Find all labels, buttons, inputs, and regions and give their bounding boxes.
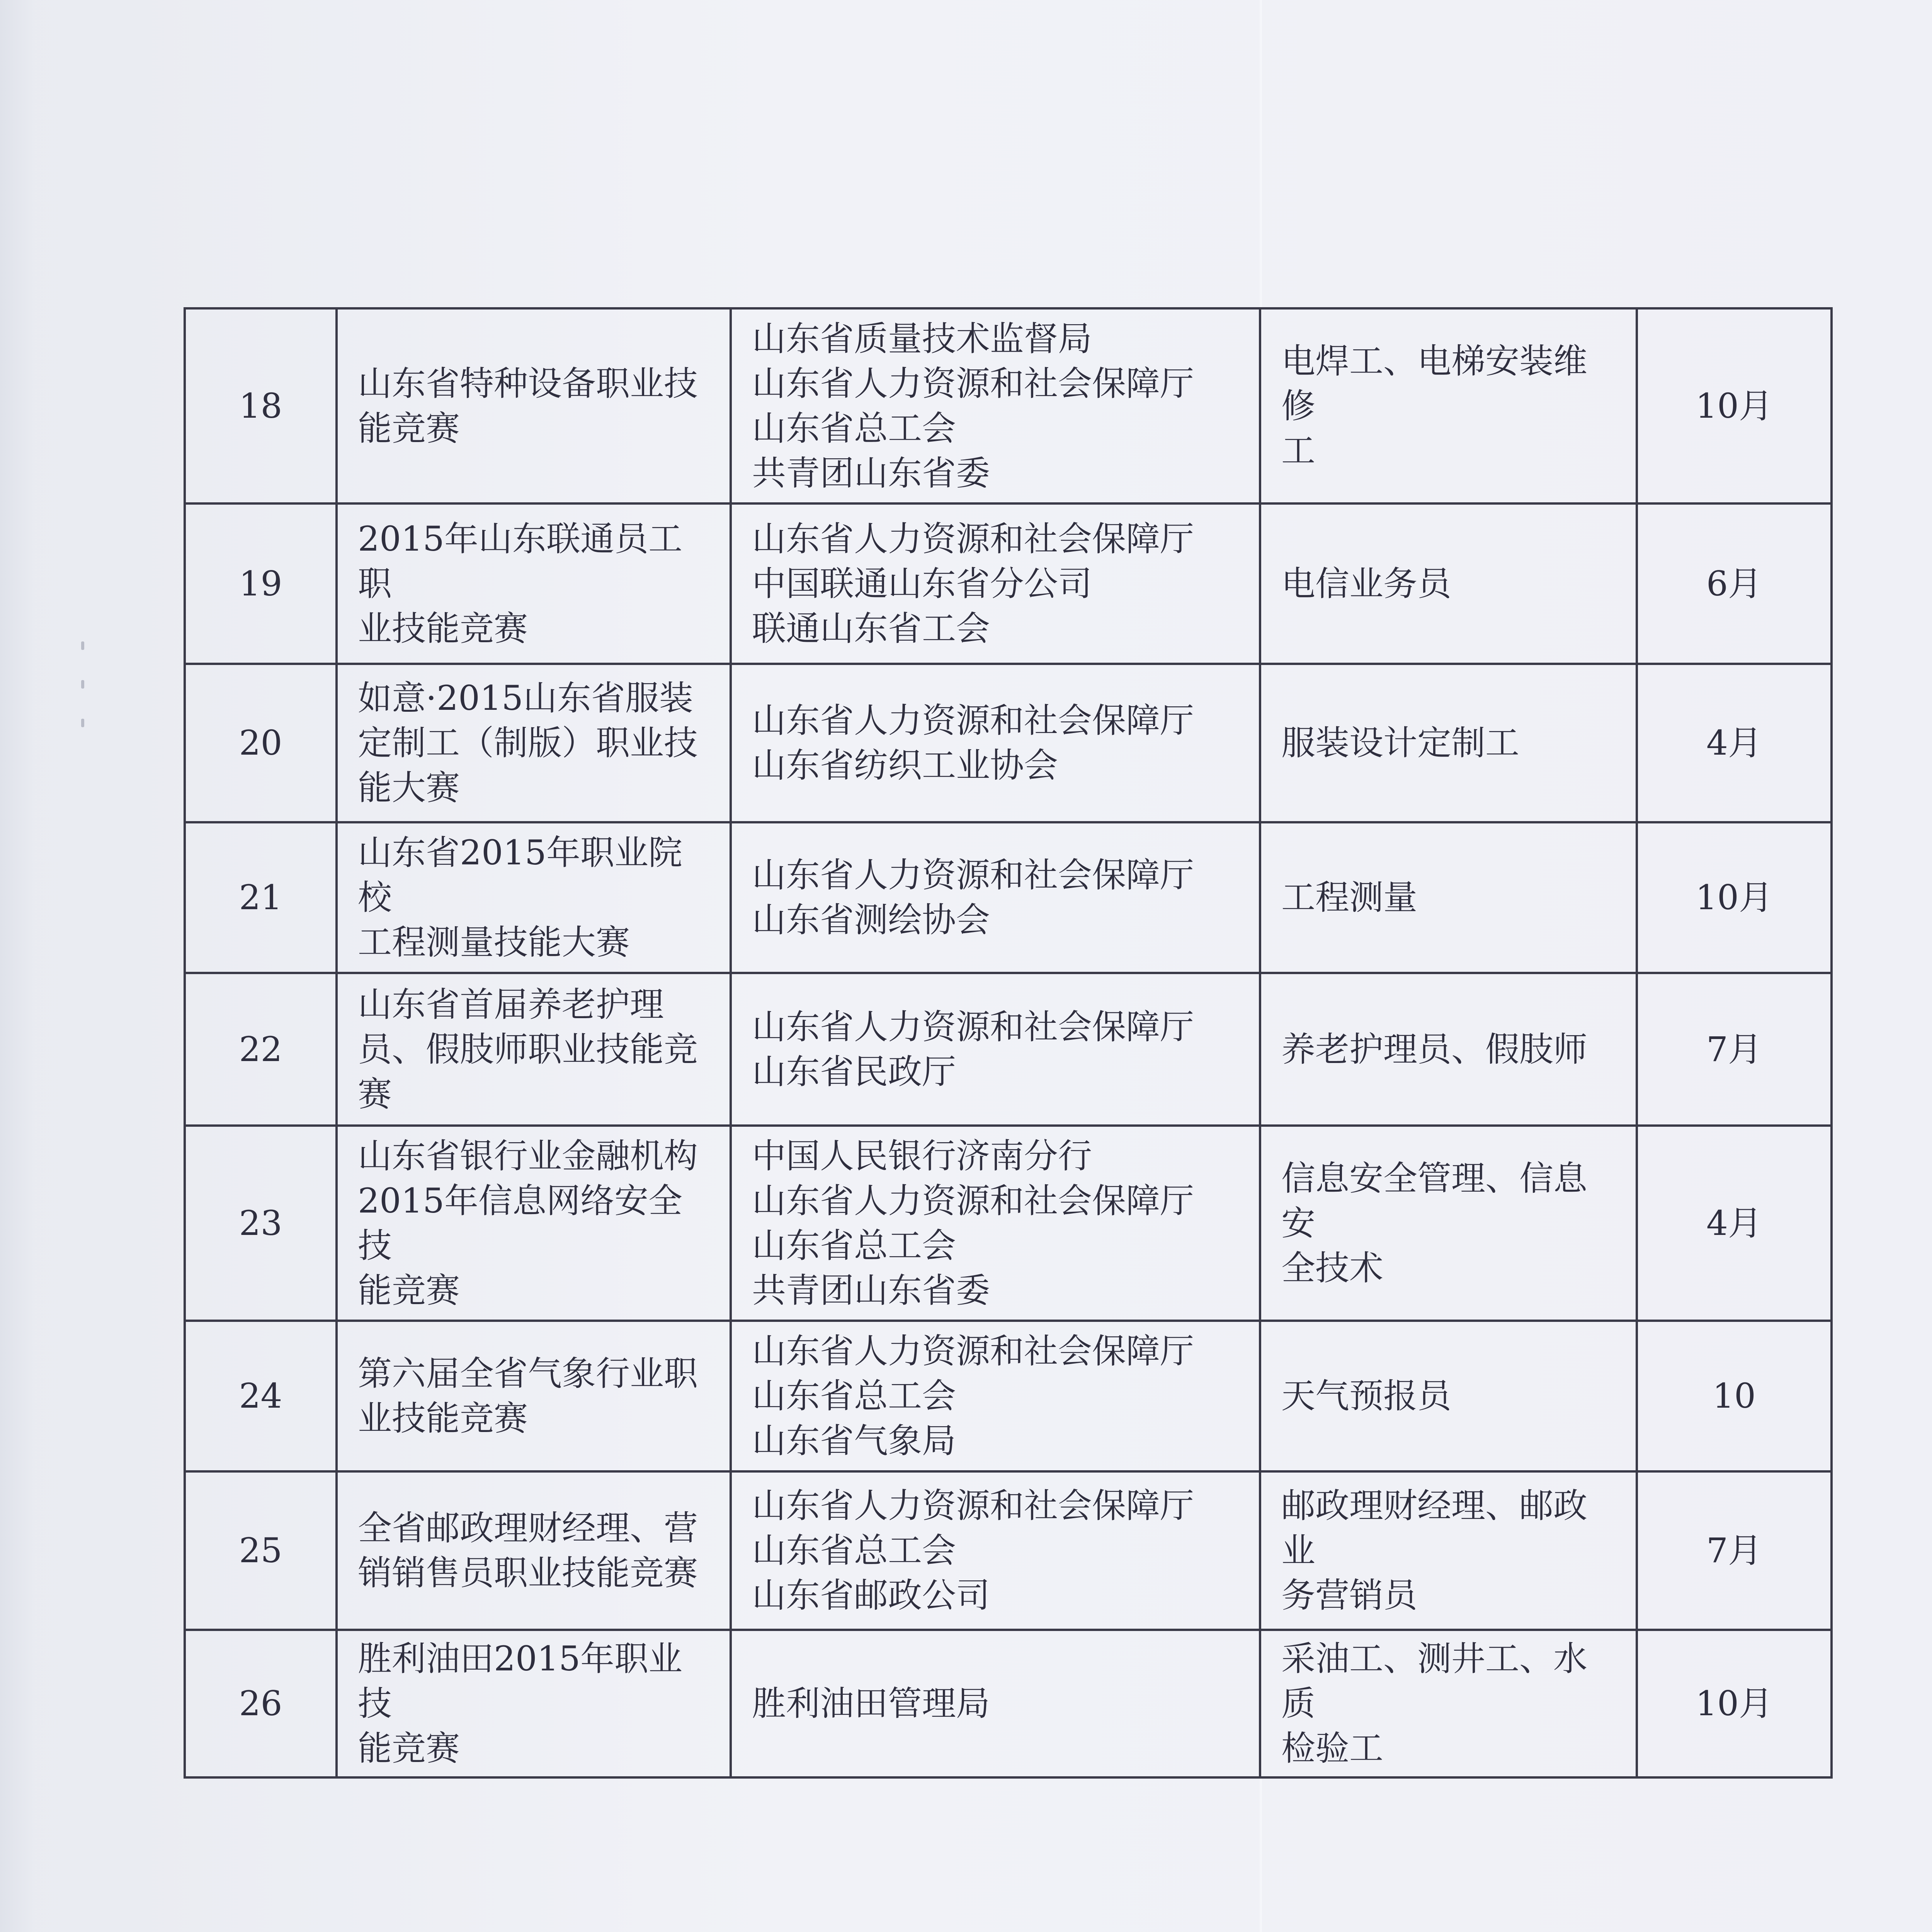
occupation: 电焊工、电梯安装维修 工 xyxy=(1260,308,1637,503)
occupation: 采油工、测井工、水质 检验工 xyxy=(1260,1630,1637,1777)
row-number: 21 xyxy=(185,822,337,973)
row-number: 18 xyxy=(185,308,337,503)
competition-name: 山东省特种设备职业技 能竞赛 xyxy=(337,308,731,503)
table-row xyxy=(185,664,1832,822)
competition-name: 如意·2015山东省服装 定制工（制版）职业技 能大赛 xyxy=(337,664,731,822)
table-row xyxy=(185,308,1832,503)
competition-name: 全省邮政理财经理、营 销销售员职业技能竞赛 xyxy=(337,1471,731,1630)
organizer-list: 山东省人力资源和社会保障厅 中国联通山东省分公司 联通山东省工会 xyxy=(731,503,1260,664)
competition-month: 7月 xyxy=(1637,1471,1832,1630)
organizer-list: 山东省人力资源和社会保障厅 山东省总工会 山东省邮政公司 xyxy=(731,1471,1260,1630)
binding-hole-mark xyxy=(81,641,84,650)
table-row xyxy=(185,503,1832,664)
organizer-list: 胜利油田管理局 xyxy=(731,1630,1260,1777)
row-number: 26 xyxy=(185,1630,337,1777)
organizer-list: 山东省人力资源和社会保障厅 山东省测绘协会 xyxy=(731,822,1260,973)
competition-month: 10 xyxy=(1637,1321,1832,1471)
occupation: 养老护理员、假肢师 xyxy=(1260,973,1637,1126)
competition-month: 6月 xyxy=(1637,503,1832,664)
competition-table xyxy=(184,307,1833,1779)
competition-name: 第六届全省气象行业职 业技能竞赛 xyxy=(337,1321,731,1471)
occupation: 邮政理财经理、邮政业 务营销员 xyxy=(1260,1471,1637,1630)
binding-hole-mark xyxy=(81,719,84,727)
competition-month: 4月 xyxy=(1637,1126,1832,1321)
occupation: 电信业务员 xyxy=(1260,503,1637,664)
scan-left-edge xyxy=(0,0,35,1932)
row-number: 19 xyxy=(185,503,337,664)
competition-name: 山东省2015年职业院校 工程测量技能大赛 xyxy=(337,822,731,973)
occupation: 工程测量 xyxy=(1260,822,1637,973)
competition-month: 10月 xyxy=(1637,1630,1832,1777)
table-row xyxy=(185,1126,1832,1321)
row-number: 25 xyxy=(185,1471,337,1630)
row-number: 24 xyxy=(185,1321,337,1471)
row-number: 23 xyxy=(185,1126,337,1321)
organizer-list: 山东省人力资源和社会保障厅 山东省民政厅 xyxy=(731,973,1260,1126)
competition-month: 7月 xyxy=(1637,973,1832,1126)
table-row xyxy=(185,822,1832,973)
competition-name: 2015年山东联通员工职 业技能竞赛 xyxy=(337,503,731,664)
occupation: 天气预报员 xyxy=(1260,1321,1637,1471)
competition-month: 10月 xyxy=(1637,822,1832,973)
competition-month: 10月 xyxy=(1637,308,1832,503)
organizer-list: 山东省人力资源和社会保障厅 山东省总工会 山东省气象局 xyxy=(731,1321,1260,1471)
table-row xyxy=(185,1630,1832,1777)
occupation: 服装设计定制工 xyxy=(1260,664,1637,822)
occupation: 信息安全管理、信息安 全技术 xyxy=(1260,1126,1637,1321)
binding-hole-mark xyxy=(81,680,84,689)
organizer-list: 山东省人力资源和社会保障厅 山东省纺织工业协会 xyxy=(731,664,1260,822)
organizer-list: 中国人民银行济南分行 山东省人力资源和社会保障厅 山东省总工会 共青团山东省委 xyxy=(731,1126,1260,1321)
competition-name: 山东省银行业金融机构 2015年信息网络安全技 能竞赛 xyxy=(337,1126,731,1321)
table-row xyxy=(185,1321,1832,1471)
competition-name: 山东省首届养老护理 员、假肢师职业技能竞 赛 xyxy=(337,973,731,1126)
competition-month: 4月 xyxy=(1637,664,1832,822)
table-row xyxy=(185,973,1832,1126)
row-number: 20 xyxy=(185,664,337,822)
organizer-list: 山东省质量技术监督局 山东省人力资源和社会保障厅 山东省总工会 共青团山东省委 xyxy=(731,308,1260,503)
row-number: 22 xyxy=(185,973,337,1126)
competition-name: 胜利油田2015年职业技 能竞赛 xyxy=(337,1630,731,1777)
table-row xyxy=(185,1471,1832,1630)
